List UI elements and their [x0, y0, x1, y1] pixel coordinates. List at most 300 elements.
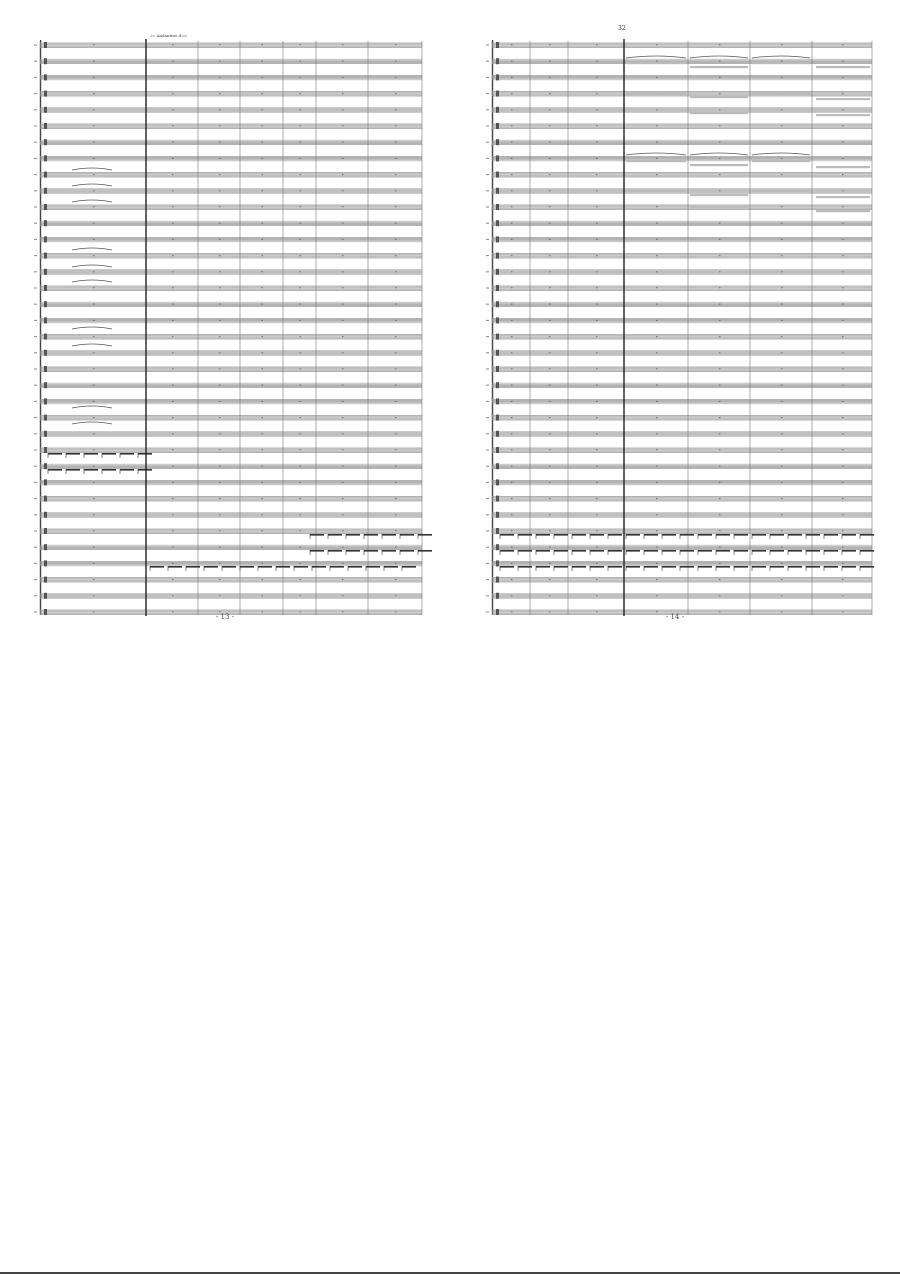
clef: [496, 366, 499, 372]
clef: [44, 123, 47, 129]
rest: [300, 190, 302, 191]
rest: [219, 401, 221, 402]
rest: [842, 77, 844, 78]
beamed-notes: [102, 453, 116, 455]
rest: [172, 207, 174, 208]
staff: [34, 301, 422, 307]
rest: [300, 563, 302, 564]
rest: [781, 255, 783, 256]
rest: [842, 126, 844, 127]
staff: [34, 512, 422, 518]
clef: [44, 236, 47, 242]
rest: [219, 531, 221, 532]
rest: [93, 61, 95, 62]
rest: [549, 158, 551, 159]
rest: [395, 207, 397, 208]
rest: [262, 320, 264, 321]
rest: [93, 514, 95, 515]
rest: [781, 126, 783, 127]
rest: [596, 93, 598, 94]
rest: [549, 61, 551, 62]
instrument-label: [486, 433, 489, 434]
rest: [511, 433, 513, 434]
rest: [262, 401, 264, 402]
beamed-notes: [500, 534, 514, 536]
rest: [549, 531, 551, 532]
beamed-notes: [84, 453, 98, 455]
rest: [262, 563, 264, 564]
staff: [486, 560, 872, 566]
rest: [511, 77, 513, 78]
clef: [44, 188, 47, 194]
rest: [511, 417, 513, 418]
rest: [781, 385, 783, 386]
rest: [342, 547, 344, 548]
rest: [93, 174, 95, 175]
rest: [781, 142, 783, 143]
beamed-notes: [48, 469, 62, 471]
rest: [300, 142, 302, 143]
rest: [262, 450, 264, 451]
rest: [656, 579, 658, 580]
slur: [72, 344, 112, 346]
rest: [300, 579, 302, 580]
beamed-notes: [310, 550, 324, 552]
clef: [496, 560, 499, 566]
rest: [719, 45, 721, 46]
rest: [511, 482, 513, 483]
clef: [44, 463, 47, 469]
beamed-notes: [608, 550, 622, 552]
beamed-notes: [626, 566, 640, 568]
rest: [656, 385, 658, 386]
rest: [719, 271, 721, 272]
rest: [342, 239, 344, 240]
rest: [781, 288, 783, 289]
rest: [719, 174, 721, 175]
rest: [719, 514, 721, 515]
rest: [262, 352, 264, 353]
rest: [511, 579, 513, 580]
rest: [219, 369, 221, 370]
rest: [781, 433, 783, 434]
rest: [172, 223, 174, 224]
rest: [596, 109, 598, 110]
staff: [486, 593, 872, 599]
beamed-notes: [400, 550, 414, 552]
staff: [34, 204, 422, 210]
beamed-notes: [120, 469, 134, 471]
rest: [596, 352, 598, 353]
rest: [262, 482, 264, 483]
instrument-label: [486, 239, 489, 240]
beamed-notes: [842, 550, 856, 552]
slur: [72, 184, 112, 186]
slur: [72, 168, 112, 170]
beamed-notes: [698, 566, 712, 568]
rest: [172, 239, 174, 240]
beamed-notes: [644, 534, 658, 536]
instrument-label: [486, 482, 489, 483]
beamed-notes: [402, 566, 416, 568]
beamed-notes: [572, 566, 586, 568]
rest: [172, 109, 174, 110]
beamed-notes: [770, 566, 784, 568]
rest: [219, 466, 221, 467]
rest: [781, 369, 783, 370]
staff: [34, 91, 422, 97]
rest: [549, 45, 551, 46]
sustain-line: [626, 62, 686, 64]
rest: [300, 433, 302, 434]
rest: [596, 207, 598, 208]
beamed-notes: [330, 566, 344, 568]
beamed-notes: [824, 550, 838, 552]
clef: [496, 301, 499, 307]
rest: [300, 417, 302, 418]
rest: [719, 595, 721, 596]
rest: [395, 190, 397, 191]
staff: [34, 236, 422, 242]
rest: [395, 352, 397, 353]
rest: [172, 45, 174, 46]
beamed-notes: [500, 566, 514, 568]
rest: [300, 174, 302, 175]
slur: [72, 200, 112, 202]
beamed-notes: [626, 534, 640, 536]
instrument-label: [34, 61, 37, 62]
instrument-label: [34, 466, 37, 467]
instrument-label: [486, 320, 489, 321]
beamed-notes: [240, 566, 254, 568]
rest: [719, 401, 721, 402]
page-number-right: - 14 -: [665, 613, 685, 621]
clef: [496, 463, 499, 469]
beamed-notes: [138, 469, 152, 471]
rest: [172, 142, 174, 143]
instrument-label: [34, 385, 37, 386]
staff: [486, 269, 872, 275]
instrument-label: [486, 142, 489, 143]
slur: [72, 265, 112, 267]
clef: [44, 398, 47, 404]
clef: [44, 544, 47, 550]
clef: [496, 528, 499, 534]
rest: [262, 207, 264, 208]
beamed-notes: [204, 566, 218, 568]
rest: [395, 239, 397, 240]
instrument-label: [486, 174, 489, 175]
sustain-line: [816, 210, 870, 212]
instrument-label: [34, 547, 37, 548]
rest: [300, 61, 302, 62]
slur: [752, 56, 810, 58]
instrument-label: [486, 255, 489, 256]
rest: [395, 61, 397, 62]
staff: [34, 415, 422, 421]
rest: [342, 563, 344, 564]
beamed-notes: [698, 550, 712, 552]
rest: [262, 255, 264, 256]
clef: [496, 220, 499, 226]
beamed-notes: [752, 550, 766, 552]
rest: [656, 369, 658, 370]
rest: [549, 466, 551, 467]
rest: [342, 271, 344, 272]
instrument-label: [486, 352, 489, 353]
rest: [172, 385, 174, 386]
rest: [596, 385, 598, 386]
rest: [172, 417, 174, 418]
clef: [496, 431, 499, 437]
rest: [842, 547, 844, 548]
rest: [262, 385, 264, 386]
staff: [486, 366, 872, 372]
rest: [219, 61, 221, 62]
staff: [486, 431, 872, 437]
rest: [511, 563, 513, 564]
sustain-line: [816, 166, 870, 168]
rest: [219, 304, 221, 305]
instrument-label: [34, 579, 37, 580]
rest: [262, 126, 264, 127]
rest: [172, 255, 174, 256]
rest: [93, 239, 95, 240]
beamed-notes: [120, 453, 134, 455]
beamed-notes: [860, 534, 874, 536]
rest: [781, 45, 783, 46]
beamed-notes: [806, 534, 820, 536]
rest: [219, 255, 221, 256]
clef: [44, 577, 47, 583]
rest: [781, 320, 783, 321]
clef: [44, 74, 47, 80]
beamed-notes: [518, 566, 532, 568]
instrument-label: [34, 288, 37, 289]
rest: [172, 158, 174, 159]
rest: [172, 482, 174, 483]
rest: [842, 255, 844, 256]
rest: [719, 369, 721, 370]
beamed-notes: [644, 566, 658, 568]
clef: [44, 366, 47, 372]
rest: [719, 450, 721, 451]
rest: [511, 158, 513, 159]
rest: [781, 450, 783, 451]
instrument-label: [34, 158, 37, 159]
rest: [596, 288, 598, 289]
rest: [842, 385, 844, 386]
instrument-label: [34, 207, 37, 208]
beamed-notes: [716, 566, 730, 568]
rest: [262, 174, 264, 175]
beamed-notes: [418, 534, 432, 536]
rest: [93, 482, 95, 483]
rest: [342, 352, 344, 353]
rest: [781, 239, 783, 240]
rest: [842, 450, 844, 451]
rest: [781, 158, 783, 159]
clef: [496, 123, 499, 129]
rest: [395, 482, 397, 483]
rest: [93, 417, 95, 418]
rest: [549, 595, 551, 596]
rest: [719, 239, 721, 240]
instrument-label: [486, 304, 489, 305]
rest: [395, 271, 397, 272]
rest: [549, 401, 551, 402]
rest: [219, 223, 221, 224]
rest: [719, 158, 721, 159]
rest: [395, 288, 397, 289]
instrument-label: [34, 563, 37, 564]
rest: [219, 547, 221, 548]
rest: [172, 369, 174, 370]
rest: [342, 417, 344, 418]
staff: [34, 123, 422, 129]
rest: [262, 158, 264, 159]
rest: [656, 514, 658, 515]
rest: [93, 190, 95, 191]
rest: [300, 271, 302, 272]
clef: [44, 220, 47, 226]
sustain-line: [816, 114, 870, 116]
clef: [44, 334, 47, 340]
beamed-notes: [276, 566, 290, 568]
rest: [342, 369, 344, 370]
beamed-notes: [554, 534, 568, 536]
rest: [262, 369, 264, 370]
rest: [219, 320, 221, 321]
instrument-label: [34, 369, 37, 370]
rest: [395, 158, 397, 159]
rest: [300, 352, 302, 353]
rest: [342, 401, 344, 402]
rest: [172, 466, 174, 467]
rest: [300, 369, 302, 370]
rest: [262, 433, 264, 434]
staff: [486, 512, 872, 518]
rest: [93, 320, 95, 321]
slur: [72, 248, 112, 250]
beamed-notes: [806, 550, 820, 552]
instrument-label: [34, 223, 37, 224]
rest: [395, 401, 397, 402]
beamed-notes: [312, 566, 326, 568]
beamed-notes: [66, 469, 80, 471]
staff: [486, 463, 872, 469]
beamed-notes: [626, 550, 640, 552]
rest: [342, 126, 344, 127]
clef: [44, 479, 47, 485]
sustain-line: [626, 160, 686, 162]
rest: [781, 563, 783, 564]
rest: [342, 498, 344, 499]
rest: [342, 223, 344, 224]
clef: [496, 593, 499, 599]
rest: [395, 433, 397, 434]
score-page-left: [0, 0, 450, 640]
rest: [93, 369, 95, 370]
beamed-notes: [662, 550, 676, 552]
clef: [496, 415, 499, 421]
clef: [44, 42, 47, 48]
clef: [496, 204, 499, 210]
sustain-line: [816, 98, 870, 100]
beamed-notes: [348, 566, 362, 568]
rest: [93, 77, 95, 78]
rest: [511, 142, 513, 143]
staff: [486, 577, 872, 583]
rest: [511, 466, 513, 467]
beamed-notes: [346, 550, 360, 552]
rest: [656, 320, 658, 321]
rest: [342, 174, 344, 175]
rest: [219, 450, 221, 451]
rest: [781, 482, 783, 483]
rest: [656, 336, 658, 337]
beamed-notes: [66, 453, 80, 455]
rest: [262, 579, 264, 580]
rest: [549, 190, 551, 191]
rest: [395, 466, 397, 467]
rest: [549, 93, 551, 94]
beamed-notes: [752, 534, 766, 536]
rest: [511, 595, 513, 596]
rest: [342, 466, 344, 467]
staff: [34, 285, 422, 291]
rest: [511, 385, 513, 386]
rest: [511, 61, 513, 62]
beamed-notes: [716, 550, 730, 552]
instrument-label: [486, 126, 489, 127]
rest: [262, 336, 264, 337]
beamed-notes: [680, 566, 694, 568]
instrument-label: [34, 514, 37, 515]
rest: [219, 77, 221, 78]
rest: [262, 304, 264, 305]
staff: [486, 544, 872, 550]
staff: [486, 220, 872, 226]
rest: [219, 207, 221, 208]
rest: [395, 223, 397, 224]
instrument-label: [486, 336, 489, 337]
rest: [300, 126, 302, 127]
rest: [93, 142, 95, 143]
rest: [93, 352, 95, 353]
rest: [596, 271, 598, 272]
clef: [496, 91, 499, 97]
instrument-label: [34, 142, 37, 143]
rest: [656, 61, 658, 62]
staff: [486, 447, 872, 453]
beamed-notes: [366, 566, 380, 568]
instrument-label: [486, 531, 489, 532]
rest: [395, 126, 397, 127]
instrument-label: [486, 450, 489, 451]
rest: [262, 271, 264, 272]
rest: [172, 563, 174, 564]
clef: [44, 107, 47, 113]
rest: [781, 352, 783, 353]
rest: [842, 320, 844, 321]
beamed-notes: [806, 566, 820, 568]
rest: [300, 207, 302, 208]
rest: [342, 109, 344, 110]
clef: [496, 269, 499, 275]
rest: [511, 174, 513, 175]
rest: [262, 239, 264, 240]
